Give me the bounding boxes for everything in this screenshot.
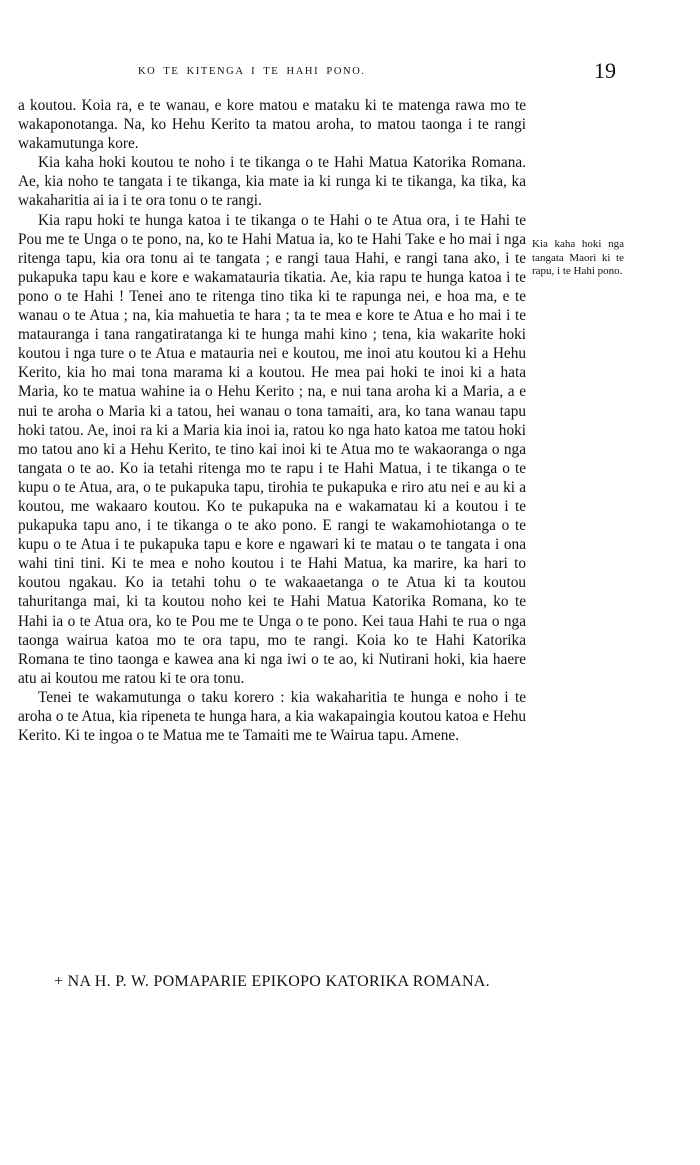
page-number: 19 [594, 58, 616, 83]
paragraph-4: Tenei te wakamutunga o taku korero : kia wakaharitia te hunga e noho i te aroha o te Atua, kia ripeneta te hunga hara, a kia wakapaingia koutou katoa e Hehu Kerito. Ki te ingoa o te Matua me te Tamaiti me te Wairua tapu. Amene. [18, 688, 526, 745]
signature: + NA H. P. W. POMAPARIE EPIKOPO KATORIKA ROMANA. [54, 973, 490, 990]
paragraph-2: Kia kaha hoki koutou te noho i te tikanga o te Hahi Matua Katorika Romana. Ae, kia noho te tangata i te tikanga, kia mate ia ki runga ki te tikanga, ka tika, ka wakaharitia ai ia i te ora tonu o te rangi. [18, 154, 526, 210]
paragraph-3: Kia rapu hoki te hunga katoa i te tikanga o te Hahi o te Atua ora, i te Hahi te Pou me te Unga o te pono, na, ko te Hahi Matua ia, ko te Hahi Take e ho mai i nga ritenga tapu, kia ora tonu ai te tangata ; e rangi taua Hahi, e rangi tana ako, i te pukapuka tapu kau e kore e wakamatauria tikatia. Ae, kia rapu te hunga katoa i te pono o te Hahi ! Tenei ano te ritenga tino tika ki te rapunga nei, e hoa ma, e te wanau o te Atua ; na, kia mahuetia te hara ; ta te mea e kore te Atua e ho mai i te matauranga i tana rangatiratanga ki te hunga mahi kino ; tena, kia wakarite hoki koutou i nga ture o te Atua e matauria nei e koutou, me inoi atu koutou ki a Hehu Kerito, kia ho mai tona marama ki a koutou. He mea pai hoki te inoi ki a hata Maria, ko te matua wahine ia o Hehu Kerito ; na, e nui tana aroha ki a Maria, a e nui te aroha o Maria ki a tatou, hei wanau o tona tamaiti, ara, ko tana wanau tapu hoki tatou. Ae, inoi ra ki a Maria kia inoi ia, ratou ko nga hato katoa me tatou hoki mo tatou ano ki a Hehu Kerito, te tino kai inoi ki te Atua mo te wakaoranga o nga tangata o te ao. Ko ia tetahi ritenga mo te rapu i te Hahi Matua, i te tikanga o te kupu o te Atua, ara, o te pukapuka tapu, tirohia te pukapuka e riro atu nei e au ki a koutou, me wakaaro koutou. Ko te pukapuka na e wakamatau ki a koutou i te pukapuka tapu ano, i te tikanga o te ako pono. E rangi te wakamohiotanga o te kupu o te Atua i te pukapuka tapu e kore e ngawari ki te matau o te tangata i ona wahi tini tini. Ki te mea e noho koutou i te Hahi Matua, ka marire, ka hari to koutou ngakau. Ko ia tetahi tohu o te wakaaetanga o te Atua ki ta koutou tahuritanga mai, ki ta koutou noho kei te Hahi Matua Katorika Romana, ko te Hahi ia o te Atua ora, ko te Pou me te Unga o te pono. Kei taua Hahi te rua o nga taonga wairua katoa mo te ora tapu, mo te rangi. Koia ko te Hahi Katorika Romana te tino taonga e kawea ana ki nga iwi o te ao, ki Nutirani hoki, kia haere atu ai koutou me ratou ki te ora tonu. [18, 211, 526, 687]
margin-note: Kia kaha hoki nga tangata Maori ki te rapu, i te Hahi pono. [532, 238, 624, 277]
running-title: KO TE KITENGA I TE HAHI PONO. [138, 66, 366, 77]
body-text [18, 96, 526, 745]
paragraph-1: a koutou. Koia ra, e te wanau, e kore matou e mataku ki te matenga rawa mo te wakaponotanga. Na, ko Hehu Kerito ta matou aroha, to matou taonga i te rangi wakamutunga kore. [18, 97, 526, 153]
